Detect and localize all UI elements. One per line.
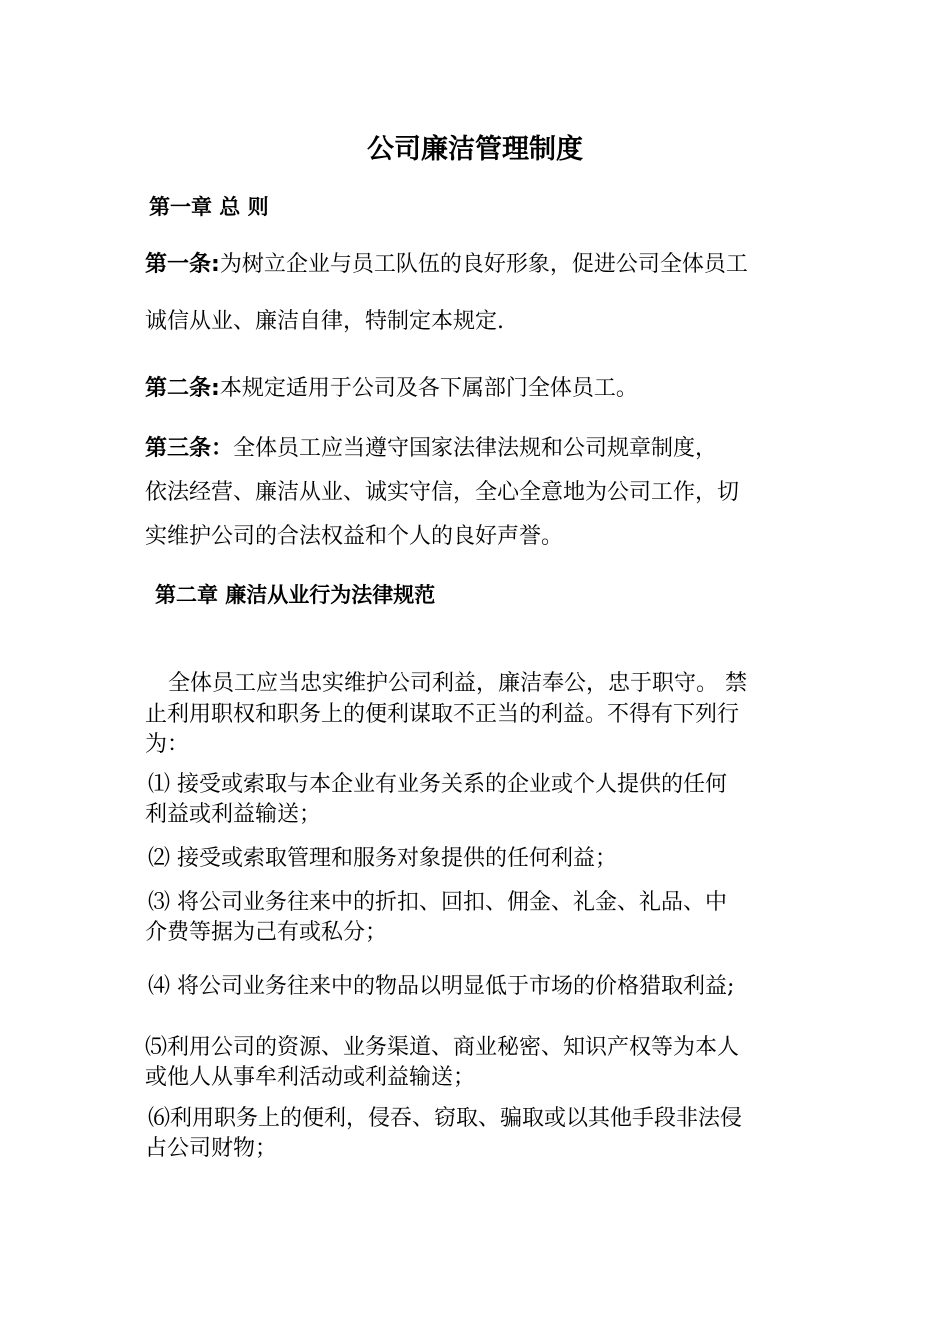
article-1-lead: 第一条: [145, 252, 220, 277]
article-1-text: 为树立企业与员工队伍的良好形象，促进公司全体员工 [219, 252, 748, 277]
chapter-2-intro-line-2: 止利用职权和职务上的便利谋取不正当的利益。不得有下列行 [145, 702, 740, 727]
article-3-lead: 第三条： [145, 436, 234, 461]
item-4-line-1: ⑷ 将公司业务往来中的物品以明显低于市场的价格猎取利益; [148, 974, 735, 999]
chapter-2-heading: 第二章 廉洁从业行为法律规范 [155, 583, 436, 607]
item-3-line-2: 介费等据为己有或私分； [145, 920, 388, 945]
item-6-line-1: ⑹利用职务上的便利，侵吞、窃取、骗取或以其他手段非法侵 [148, 1106, 743, 1131]
chapter-2-intro-line-1: 全体员工应当忠实维护公司利益，廉洁奉公，忠于职守。 禁 [168, 671, 747, 696]
article-1-line-1 [145, 250, 748, 280]
item-5-line-1: ⑸利用公司的资源、业务渠道、商业秘密、知识产权等为本人 [145, 1035, 740, 1060]
article-3-line-1 [145, 434, 717, 464]
article-3-line-2: 依法经营、廉洁从业、诚实守信，全心全意地为公司工作，切 [145, 480, 740, 505]
chapter-1-heading: 第一章 总 则 [149, 195, 269, 219]
article-2-text: 本规定适用于公司及各下属部门全体员工。 [219, 376, 638, 401]
document-title: 公司廉洁管理制度 [367, 134, 583, 165]
item-2-line-1: ⑵ 接受或索取管理和服务对象提供的任何利益； [148, 846, 617, 871]
item-6-line-2: 占公司财物； [145, 1136, 278, 1161]
item-5-line-2: 或他人从事牟利活动或利益输送； [145, 1065, 476, 1090]
article-3-text: 全体员工应当遵守国家法律法规和公司规章制度， [233, 436, 718, 461]
item-3-line-1: ⑶ 将公司业务往来中的折扣、回扣、佣金、礼金、礼品、中 [148, 890, 727, 915]
chapter-2-intro-line-3: 为： [145, 732, 190, 757]
article-1-line-2: 诚信从业、廉洁自律，特制定本规定. [145, 309, 504, 334]
article-2-line-1 [145, 374, 638, 404]
item-1-line-1: ⑴ 接受或索取与本企业有业务关系的企业或个人提供的任何 [148, 772, 727, 797]
article-3-line-3: 实维护公司的合法权益和个人的良好声誉。 [145, 524, 564, 549]
article-2-lead: 第二条: [145, 376, 220, 401]
item-1-line-2: 利益或利益输送； [145, 802, 322, 827]
